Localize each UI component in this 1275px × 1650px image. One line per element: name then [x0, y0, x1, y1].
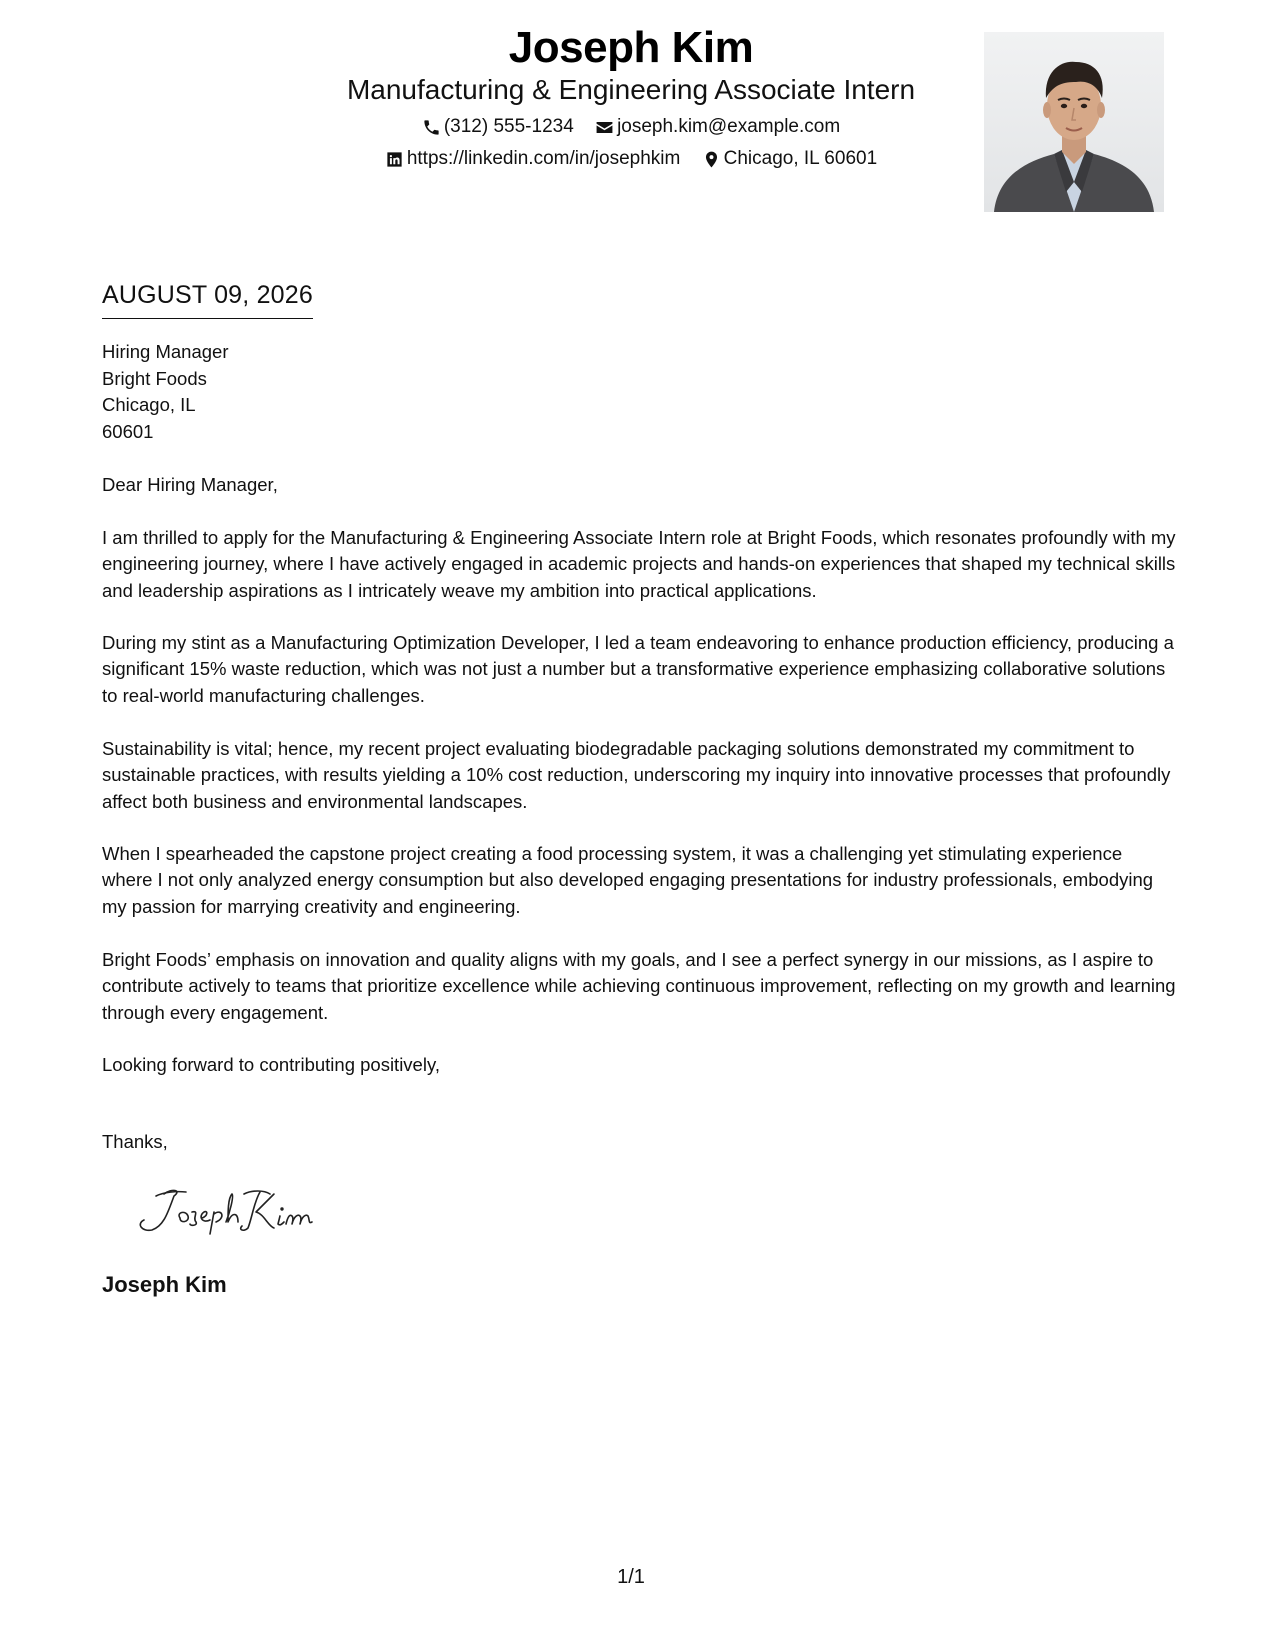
recipient-name: Hiring Manager	[102, 341, 229, 362]
email-text: joseph.kim@example.com	[617, 116, 841, 137]
body-paragraph	[102, 736, 1177, 815]
linkedin-icon	[385, 150, 404, 169]
phone-text: (312) 555-1234	[443, 116, 574, 137]
phone-icon	[422, 118, 441, 137]
envelope-icon	[595, 118, 614, 137]
paragraph-text: During my stint as a Manufacturing Optimization Developer, I led a team endeavoring to enhance production efficiency, producing a significant 15% waste reduction, which was not just a number but a transformative experience emphasizing collaborative solutions to real-world manufacturing challenges.	[102, 632, 1174, 706]
contact-email	[595, 114, 840, 140]
closing-line: Looking forward to contributing positively,	[102, 1054, 440, 1075]
person-portrait-icon	[984, 32, 1164, 212]
contact-linkedin	[385, 146, 681, 172]
recipient-address	[102, 339, 228, 445]
body-paragraph	[102, 630, 1177, 709]
applicant-job-title: Manufacturing & Engineering Associate Intern	[346, 74, 916, 105]
paragraph-text: I am thrilled to apply for the Manufacturing & Engineering Associate Intern role at Bright Foods, which resonates profoundly with my engineering journey, where I have actively engaged in academic projects and hands-on experiences that shaped my technical skills and leadership aspirations as I intricately weave my ambition into practical applications.	[102, 527, 1176, 601]
linkedin-text: https://linkedin.com/in/josephkim	[406, 148, 681, 169]
recipient-company: Bright Foods	[102, 367, 207, 389]
paragraph-text: When I spearheaded the capstone project creating a food processing system, it was a challenging yet stimulating experience where I not only analyzed energy consumption but also developed engaging presentations for industry professionals, embodying my passion for marrying creativity and engineering.	[102, 843, 1154, 917]
body-paragraph	[102, 841, 1177, 920]
page-number: 1/1	[617, 1566, 645, 1588]
thanks-line: Thanks,	[102, 1131, 168, 1152]
contact-phone	[422, 114, 574, 140]
signer-name: Joseph Kim	[102, 1272, 227, 1297]
recipient-city: Chicago, IL	[102, 394, 196, 415]
letter-date: AUGUST 09, 2026	[102, 278, 313, 319]
location-text: Chicago, IL 60601	[723, 148, 878, 169]
contact-location	[702, 146, 878, 172]
applicant-name: Joseph Kim	[508, 23, 754, 72]
salutation: Dear Hiring Manager,	[102, 474, 278, 495]
paragraph-text: Bright Foods’ emphasis on innovation and quality aligns with my goals, and I see a perfect synergy in our missions, as I aspire to contribute actively to teams that prioritize excellence while achieving continuous improvement, reflecting on my growth and learning through every engagement.	[102, 949, 1176, 1023]
body-paragraph	[102, 947, 1177, 1026]
signature-icon	[134, 1182, 334, 1242]
body-paragraph	[102, 525, 1177, 604]
handwritten-signature	[134, 1182, 334, 1242]
profile-photo	[984, 32, 1164, 212]
map-pin-icon	[702, 150, 721, 169]
paragraph-text: Sustainability is vital; hence, my recent project evaluating biodegradable packaging solutions demonstrated my commitment to sustainable practices, with results yielding a 10% cost reduction, underscoring my inquiry into innovative processes that profoundly affect both business and environmental landscapes.	[102, 738, 1171, 812]
recipient-zip: 60601	[102, 420, 154, 442]
